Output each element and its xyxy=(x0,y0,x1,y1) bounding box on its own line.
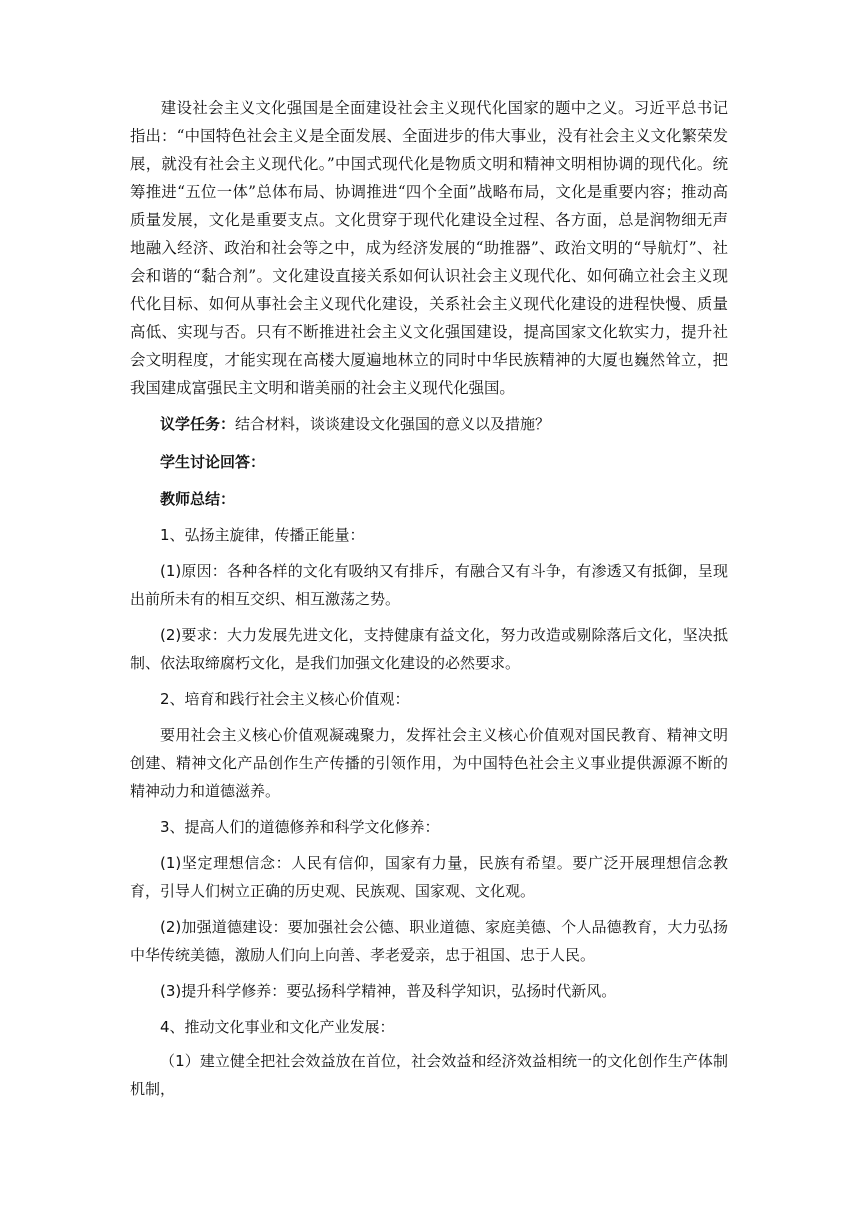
task-line xyxy=(130,410,728,438)
section-heading-1: 1、弘扬主旋律，传播正能量： xyxy=(160,526,365,544)
section-3-ideals: (1)坚定理想信念：人民有信仰，国家有力量，民族有希望。要广泛开展理想信念教育，引导人们树立正确的历史观、民族观、国家观、文化观。 xyxy=(130,854,728,900)
section-2-content: 要用社会主义核心价值观凝魂聚力，发挥社会主义核心价值观对国民教育、精神文明创建、精神文化产品创作生产传播的引领作用，为中国特色社会主义事业提供源源不断的精神动力和道德滋养。 xyxy=(130,726,728,800)
summary-label: 教师总结： xyxy=(160,490,236,508)
task-label: 议学任务： xyxy=(160,415,236,433)
section-heading-4: 4、推动文化事业和文化产业发展： xyxy=(160,1018,395,1036)
section-heading-2: 2、培育和践行社会主义核心价值观： xyxy=(160,690,410,708)
document-body xyxy=(130,94,728,1103)
section-heading-3: 3、提高人们的道德修养和科学文化修养： xyxy=(160,818,440,836)
section-1-requirement: (2)要求：大力发展先进文化，支持健康有益文化，努力改造或剔除落后文化，坚决抵制、依法取缔腐朽文化，是我们加强文化建设的必然要求。 xyxy=(130,626,728,672)
section-3-science: (3)提升科学修养：要弘扬科学精神，普及科学知识，弘扬时代新风。 xyxy=(160,982,617,1000)
task-text: 结合材料，谈谈建设文化强国的意义以及措施？ xyxy=(235,415,551,433)
discussion-label: 学生讨论回答： xyxy=(160,453,266,471)
section-3-morality: (2)加强道德建设：要加强社会公德、职业道德、家庭美德、个人品德教育，大力弘扬中华传统美德，激励人们向上向善、孝老爱亲，忠于祖国、忠于人民。 xyxy=(130,918,728,964)
section-4-item-1: （1）建立健全把社会效益放在首位，社会效益和经济效益相统一的文化创作生产体制机制， xyxy=(130,1052,728,1098)
intro-paragraph: 建设社会主义文化强国是全面建设社会主义现代化国家的题中之义。习近平总书记指出：“中国特色社会主义是全面发展、全面进步的伟大事业，没有社会主义文化繁荣发展，就没有社会主义现代化。”中国式现代化是物质文明和精神文明相协调的现代化。统筹推进“五位一体”总体布局、协调推进“四个全面”战略布局，文化是重要内容；推动高质量发展，文化是重要支点。文化贯穿于现代化建设全过程、各方面，总是润物细无声地融入经济、政治和社会等之中，成为经济发展的“助推器”、政治文明的“导航灯”、社会和谐的“黏合剂”。文化建设直接关系如何认识社会主义现代化、如何确立社会主义现代化目标、如何从事社会主义现代化建设，关系社会主义现代化建设的进程快慢、质量高低、实现与否。只有不断推进社会主义文化强国建设，提高国家文化软实力，提升社会文明程度，才能实现在高楼大厦遍地林立的同时中华民族精神的大厦也巍然耸立，把我国建成富强民主文明和谐美丽的社会主义现代化强国。 xyxy=(130,99,728,397)
section-1-reason: (1)原因：各种各样的文化有吸纳又有排斥，有融合又有斗争，有渗透又有抵御，呈现出前所未有的相互交织、相互激荡之势。 xyxy=(130,562,728,608)
